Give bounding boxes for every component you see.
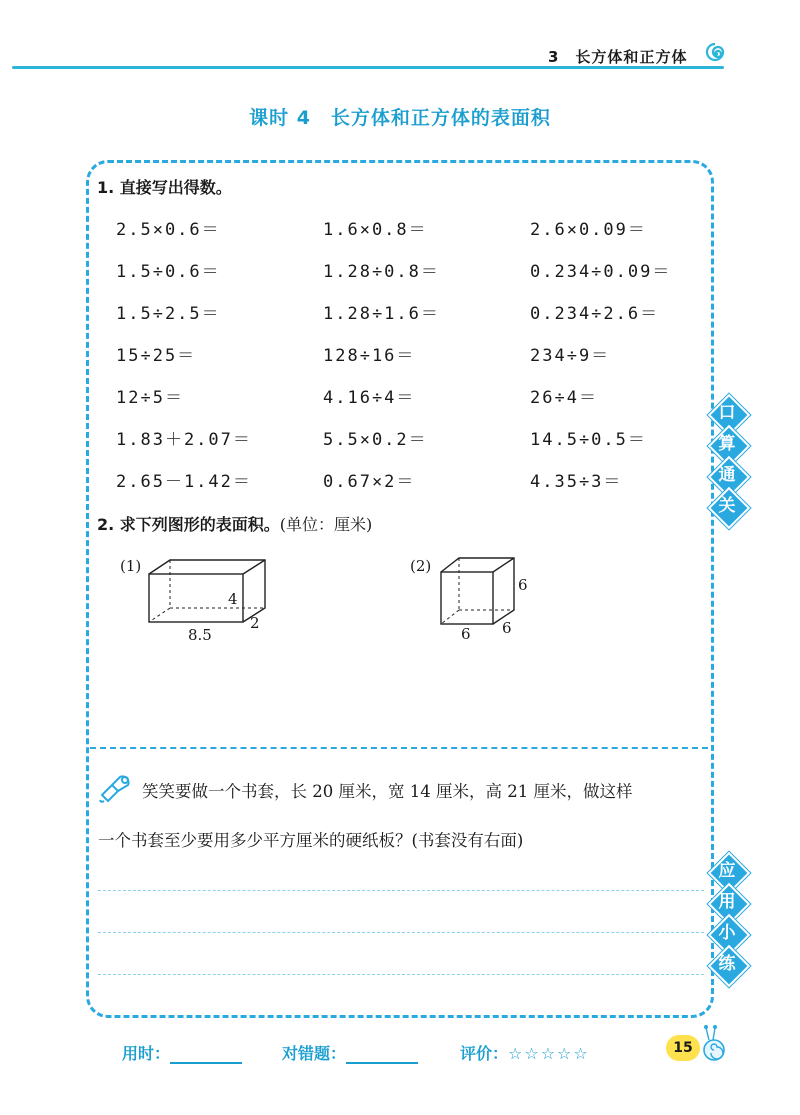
side-tab-char: 算	[718, 434, 736, 454]
cuboid-height-label: 4	[228, 590, 238, 608]
arithmetic-item: 15÷25＝	[116, 346, 197, 366]
application-problem-line-1: 笑笑要做一个书套，长 20 厘米，宽 14 厘米，高 21 厘米，做这样	[142, 782, 633, 801]
correct-blank[interactable]	[346, 1044, 418, 1064]
side-tab-char: 应	[718, 861, 736, 881]
section-divider	[90, 747, 708, 749]
arithmetic-item: 2.6×0.09＝	[530, 220, 647, 240]
trumpet-icon	[98, 771, 136, 805]
page-number: 15	[666, 1035, 700, 1061]
cuboid-width-label: 2	[250, 614, 260, 632]
answer-line[interactable]	[98, 890, 704, 891]
arithmetic-item: 1.28÷1.6＝	[323, 304, 440, 324]
side-tab-char: 关	[718, 496, 736, 516]
arithmetic-item: 14.5÷0.5＝	[530, 430, 647, 450]
question-1-heading: 1. 直接写出得数。	[97, 178, 232, 197]
time-label: 用时：	[122, 1044, 171, 1063]
cube-depth-label: 6	[502, 619, 512, 637]
cuboid-length-label: 8.5	[188, 626, 212, 644]
arithmetic-item: 26÷4＝	[530, 388, 598, 408]
question-2-heading	[97, 512, 372, 535]
arithmetic-item: 0.234÷0.09＝	[530, 262, 672, 282]
correct-count-field	[282, 1041, 418, 1064]
arithmetic-item: 12÷5＝	[116, 388, 184, 408]
arithmetic-item: 0.67×2＝	[323, 472, 416, 492]
arithmetic-item: 5.5×0.2＝	[323, 430, 428, 450]
application-problem-line-2: 一个书套至少要用多少平方厘米的硬纸板？(书套没有右面)	[98, 831, 524, 850]
side-tab-char: 练	[718, 954, 736, 974]
arithmetic-item: 128÷16＝	[323, 346, 416, 366]
side-tab-char: 用	[718, 892, 736, 912]
side-tab-char: 小	[718, 923, 736, 943]
snail-icon	[700, 1020, 730, 1064]
cube-height-label: 6	[518, 576, 528, 594]
arithmetic-item: 4.35÷3＝	[530, 472, 623, 492]
figure-1-label: (1)	[120, 557, 142, 575]
arithmetic-item: 0.234÷2.6＝	[530, 304, 660, 324]
arithmetic-item: 2.5×0.6＝	[116, 220, 221, 240]
question-2-text: 2. 求下列图形的表面积。	[97, 515, 280, 534]
rating-stars[interactable]: ☆☆☆☆☆	[508, 1044, 590, 1063]
answer-line[interactable]	[98, 974, 704, 975]
question-2-unit: (单位：厘米)	[279, 515, 373, 534]
arithmetic-item: 1.28÷0.8＝	[323, 262, 440, 282]
arithmetic-item: 1.5÷2.5＝	[116, 304, 221, 324]
figure-2-label: (2)	[410, 557, 432, 575]
arithmetic-item: 2.65－1.42＝	[116, 472, 252, 492]
chapter-header: 3 长方体和正方体	[548, 48, 688, 66]
correct-label: 对错题：	[282, 1044, 347, 1063]
arithmetic-item: 1.5÷0.6＝	[116, 262, 221, 282]
arithmetic-item: 1.6×0.8＝	[323, 220, 428, 240]
header-rule	[12, 66, 724, 69]
spiral-icon	[704, 42, 728, 66]
rating-label: 评价：	[460, 1044, 509, 1063]
answer-line[interactable]	[98, 932, 704, 933]
side-tab-char: 口	[718, 403, 736, 423]
time-field	[122, 1041, 242, 1064]
arithmetic-item: 1.83＋2.07＝	[116, 430, 252, 450]
side-tab-char: 通	[718, 465, 736, 485]
lesson-title: 课时 4 长方体和正方体的表面积	[249, 107, 551, 129]
cube-width-label: 6	[461, 625, 471, 643]
arithmetic-item: 4.16÷4＝	[323, 388, 416, 408]
arithmetic-item: 234÷9＝	[530, 346, 611, 366]
rating-field	[460, 1041, 590, 1064]
time-blank[interactable]	[170, 1044, 242, 1064]
